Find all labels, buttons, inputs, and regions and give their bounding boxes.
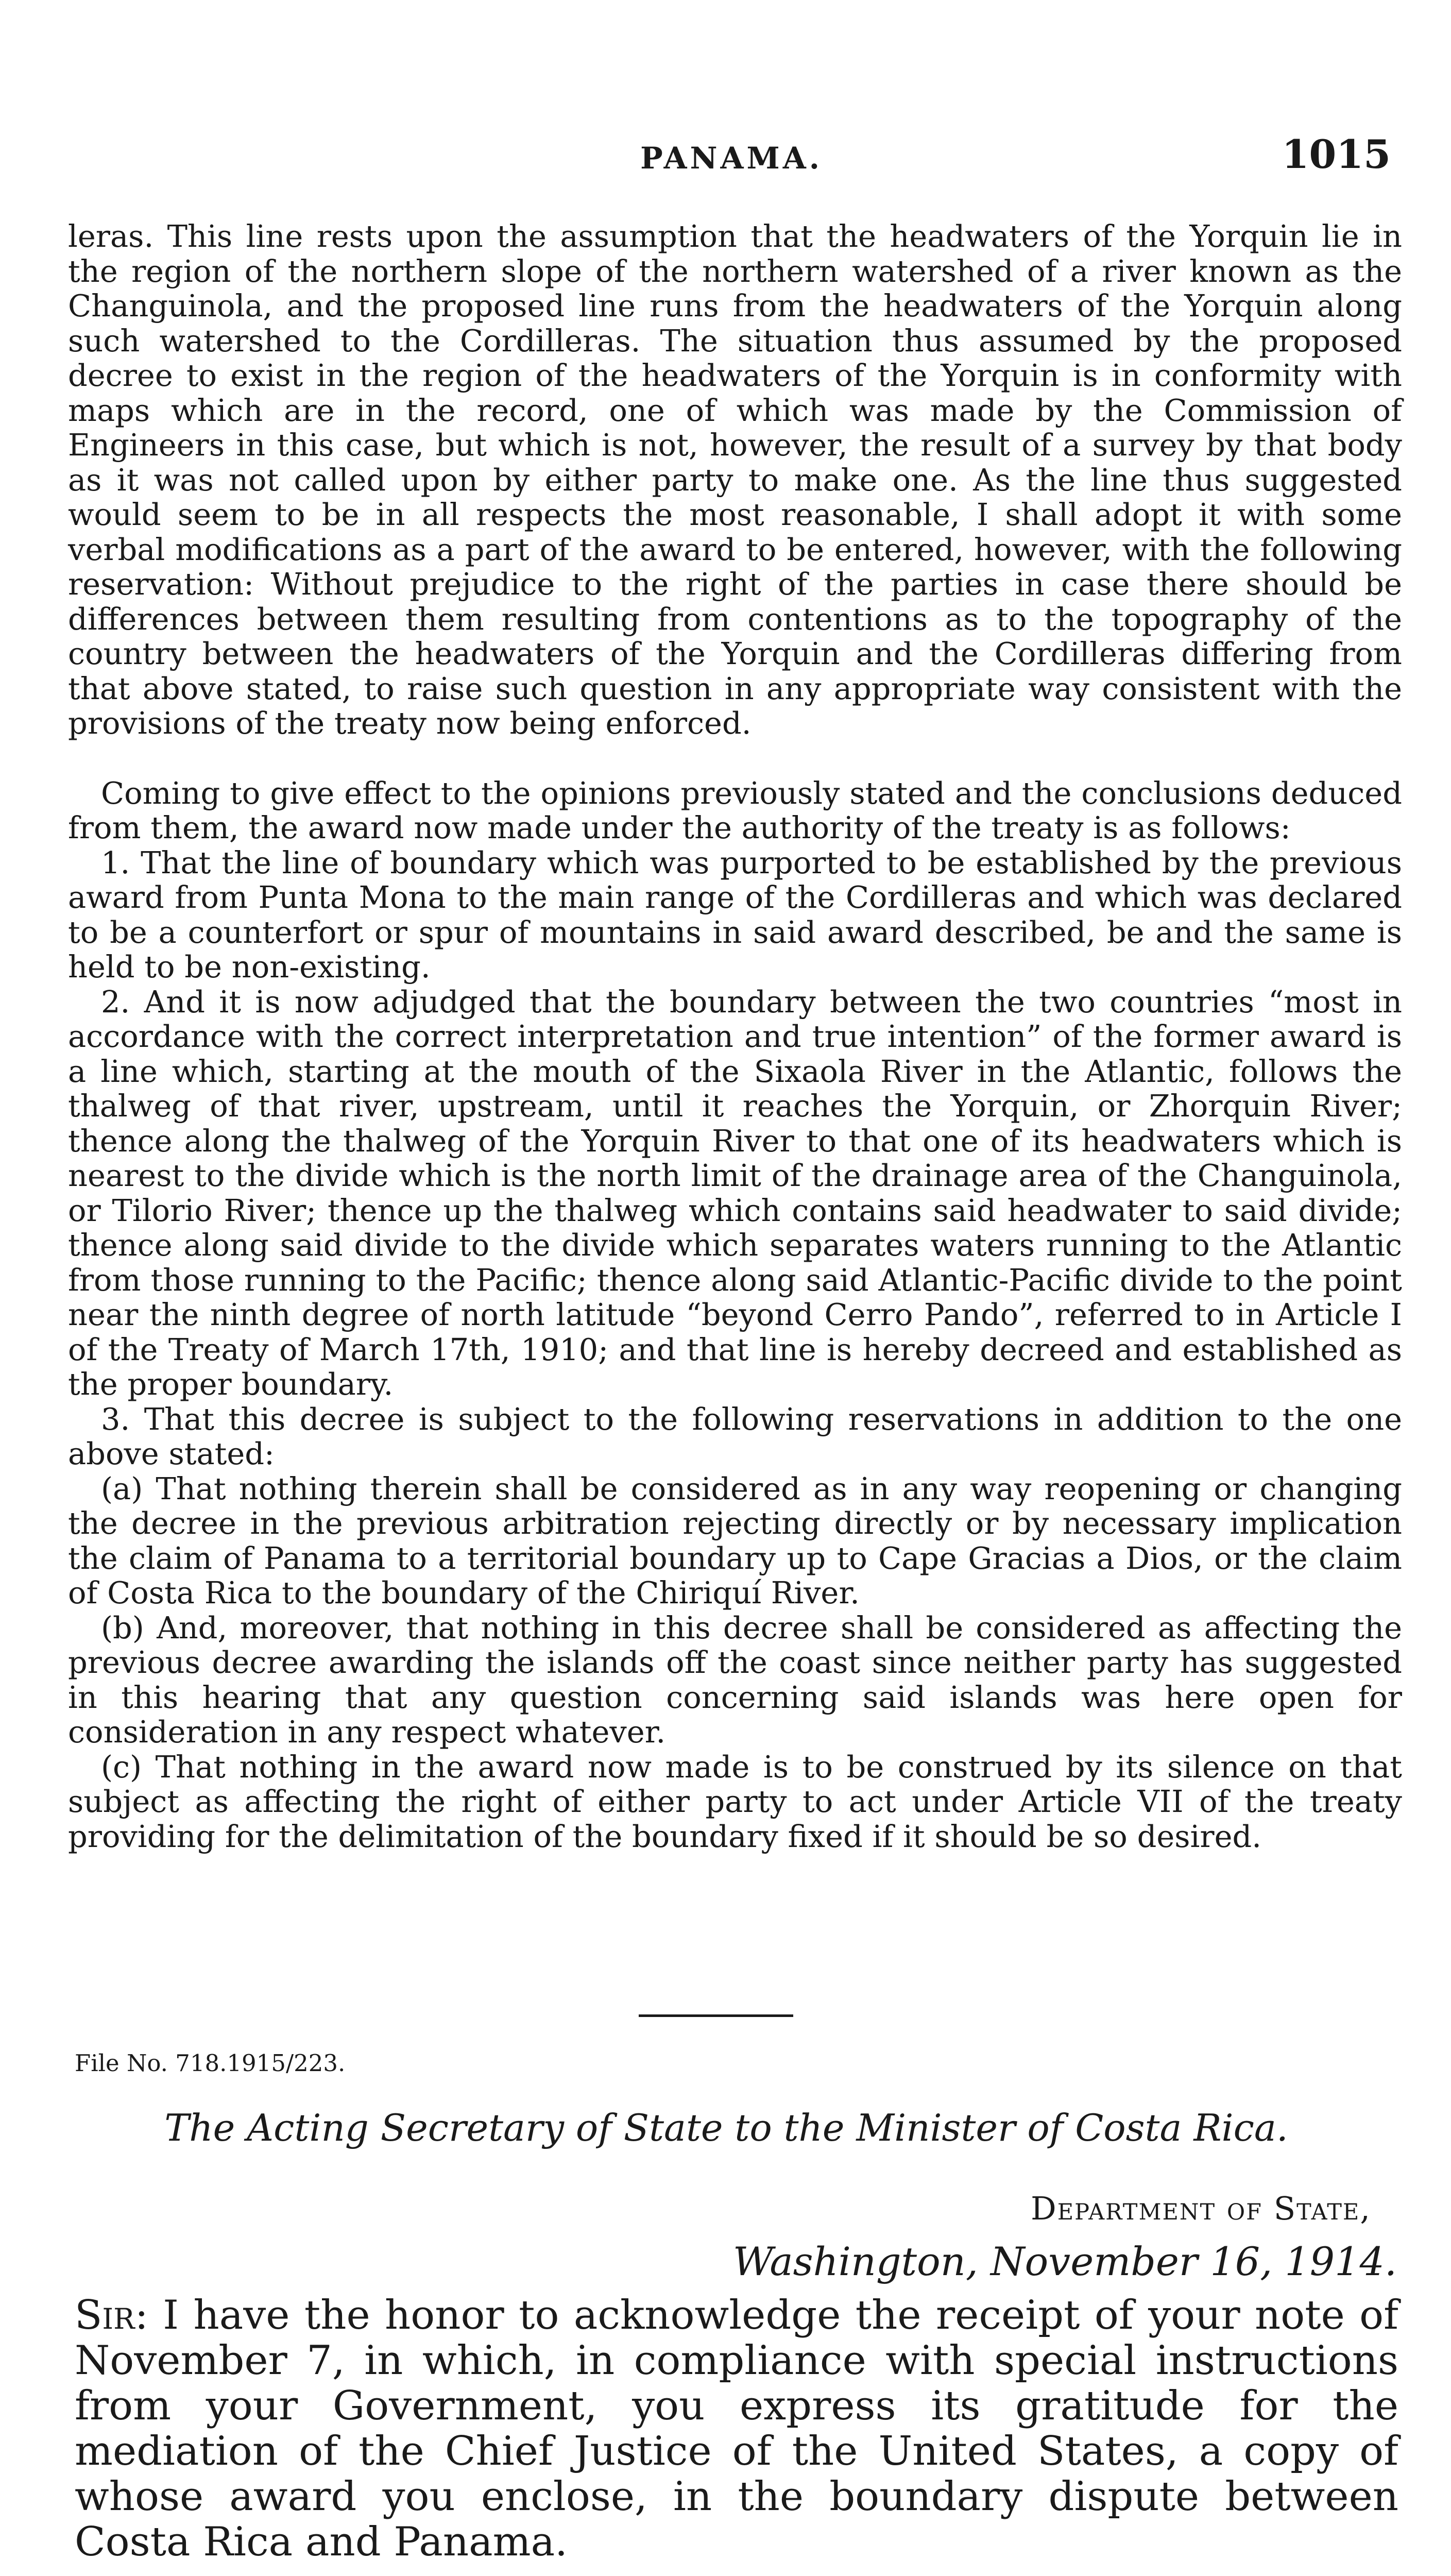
- letter-text: I have the honor to acknowledge the receipt of your note of November 7, in which, in compliance with special instructions from your Government, you express its gratitude for the mediation of the Chief Justice of the United States, a copy of whose award you enclose, in the boundary dispute between Costa Rica and Panama.: [75, 2292, 1398, 2565]
- letter-body: [75, 2293, 1398, 2565]
- running-head: [72, 131, 1391, 183]
- paragraph-item-3b: (b) And, moreover, that nothing in this decree shall be considered as affecting the previous decree awarding the islands off the coast since neither party has suggested in this hearing that any question concerning said islands was here open for consideration in any respect whatever.: [68, 1609, 1402, 1750]
- section-divider: [639, 2014, 793, 2017]
- page-number: 1015: [1282, 131, 1391, 177]
- paragraph-item-3: 3. That this decree is subject to the following reservations in addition to the one above stated:: [68, 1401, 1402, 1471]
- paragraph-item-2: 2. And it is now adjudged that the boundary between the two countries “most in accordance with the correct interpretation and true intention” of the former award is a line which, starting at the mouth of the Sixaola River in the Atlantic, follows the thalweg of that river, upstream, until it reaches the Yorquin, or Zhorquin River; thence along the thalweg of the Yorquin River to that one of its headwaters which is nearest to the divide which is the north limit of the drainage area of the Changuinola, or Tilorio River; thence up the thalweg which contains said headwater to said divide; thence along said divide to the divide which separates waters running to the Atlantic from those running to the Pacific; thence along said Atlantic-Pacific divide to the point near the ninth degree of north latitude “beyond Cerro Pando”, referred to in Article I of the Treaty of March 17th, 1910; and that line is hereby decreed and established as the proper boundary.: [68, 984, 1402, 1402]
- dateline: Washington, November 16, 1914.: [732, 2239, 1397, 2284]
- salutation: Sir:: [75, 2292, 163, 2338]
- document-heading: The Acting Secretary of State to the Minister of Costa Rica.: [164, 2106, 1288, 2149]
- department-line: Department of State,: [1031, 2190, 1371, 2227]
- running-title: PANAMA.: [640, 141, 823, 176]
- file-number: File No. 718.1915/223.: [75, 2049, 346, 2077]
- paragraph-award-intro: Coming to give effect to the opinions previously stated and the conclusions deduced from them, the award now made under the authority of the treaty is as follows:: [68, 775, 1402, 845]
- paragraph-reservation: leras. This line rests upon the assumption that the headwaters of the Yorquin lie in the region of the northern slope of the northern watershed of a river known as the Changuinola, and the proposed line runs from the headwaters of the Yorquin along such watershed to the Cordilleras. The situation thus assumed by the proposed decree to exist in the region of the headwaters of the Yorquin is in conformity with maps which are in the record, one of which was made by the Commission of Engineers in this case, but which is not, however, the result of a survey by that body as it was not called upon by either party to make one. As the line thus suggested would seem to be in all respects the most reasonable, I shall adopt it with some verbal modifications as a part of the award to be entered, however, with the following reservation: Without prejudice to the right of the parties in case there should be differences between them resulting from contentions as to the topography of the country between the headwaters of the Yorquin and the Cordilleras differing from that above stated, to raise such question in any appropriate way consistent with the provisions of the treaty now being enforced.: [68, 218, 1402, 741]
- paragraph-item-3c: (c) That nothing in the award now made is to be construed by its silence on that subject as affecting the right of either party to act under Article VII of the treaty providing for the delimitation of the boundary fixed if it should be so desired.: [68, 1749, 1402, 1854]
- award-text: [68, 219, 1402, 1854]
- paragraph-item-1: 1. That the line of boundary which was purported to be established by the previous award from Punta Mona to the main range of the Cordilleras and which was declared to be a counterfort or spur of mountains in said award described, be and the same is held to be non-existing.: [68, 844, 1402, 985]
- paragraph-item-3a: (a) That nothing therein shall be considered as in any way reopening or changing the decree in the previous arbitration rejecting directly or by necessary implication the claim of Panama to a territorial boundary up to Cape Gracias a Dios, or the claim of Costa Rica to the boundary of the Chiriquí River.: [68, 1470, 1402, 1611]
